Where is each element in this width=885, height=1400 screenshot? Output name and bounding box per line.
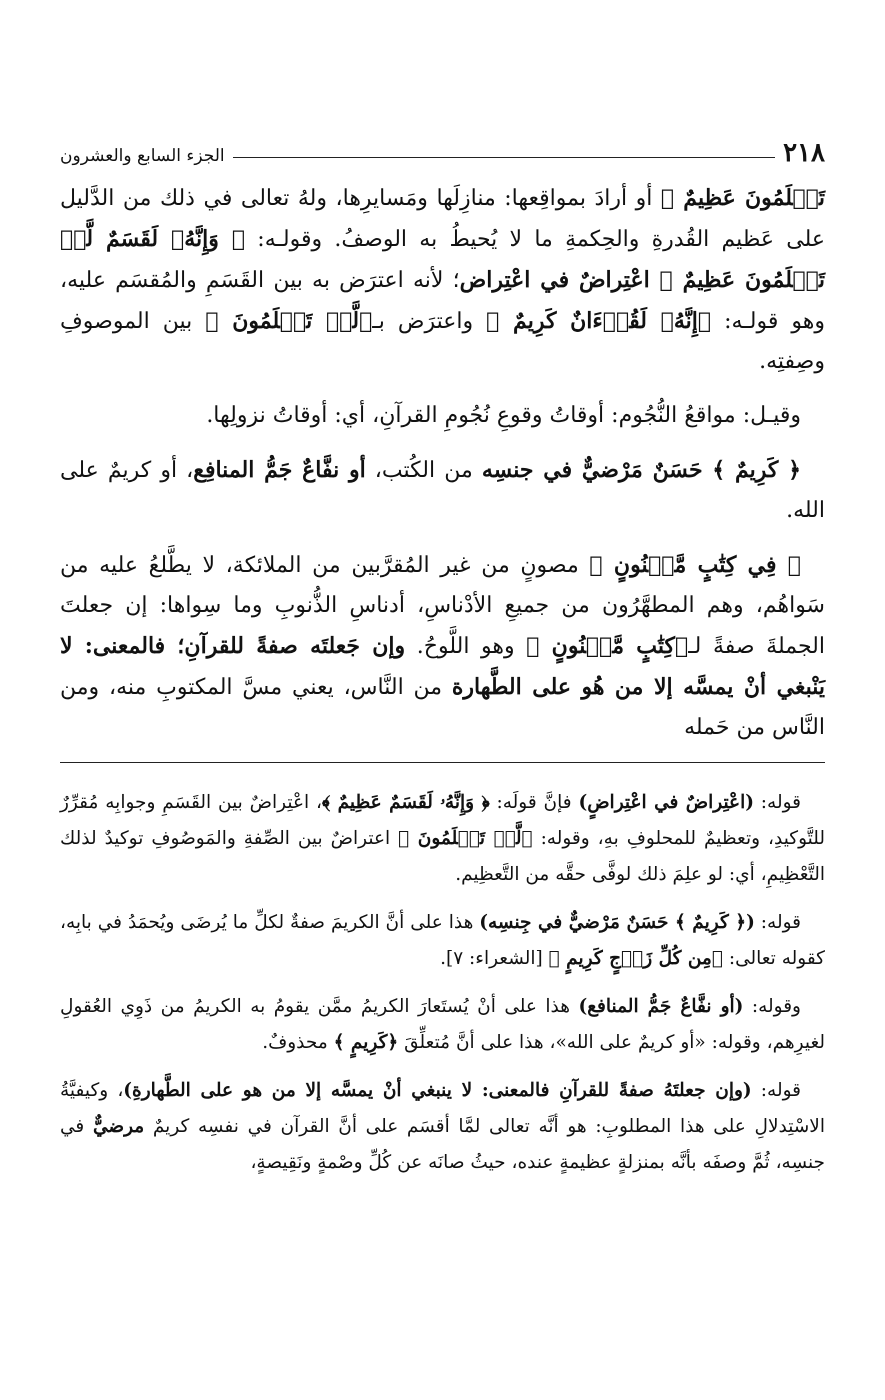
segment: قوله: [753,792,801,813]
segment: بين الموصوفِ وصِفتِه. [60,309,825,374]
segment: من النَّاس، يعني مسَّ المكتوبِ منه، ومن النَّاس من حَمله [60,675,825,740]
segment: (أو نفَّاعٌ جَمُّ المنافع) [578,996,744,1017]
segment: [الشعراء: ٧]. [440,948,549,969]
segment: ﴿كَرِيمٍ ﴾ [333,1032,399,1053]
notes-divider [60,762,825,763]
book-page [60,128,825,1193]
segment: واعترَض بـ [372,309,487,334]
main-text [60,178,825,748]
segment: (وإن جعلتَهُ صفةً للقرآنِ فالمعنى: لا ينبغي أنْ يمسَّه إلا من هو على الطَّهارةِ) [123,1080,752,1101]
segment: فإنَّ قولَه: [489,792,579,813]
note-paragraph [60,1073,825,1181]
segment: ؛ لأنه اعترَض به بين القَسَمِ والمُقسَم عليه، وهو قولـه: [60,268,825,334]
header-rule [233,157,775,158]
segment: ، أو كريمٌ على الله. [60,458,825,523]
segment: ﴿كِتَٰبٍ مَّكۡنُونٍ ﴾ [526,633,689,659]
segment: محذوفٌ. [262,1032,334,1053]
note-paragraph [60,989,825,1061]
segment: اعتراضٌ بين الصِّفةِ والمَوصُوفِ توكيدٌ لذلك التَّعْظِيمِ، أي: لو علِمَ ذلك لوفَّى حقَّه من التَّعظِيم. [60,828,825,885]
segment: مصونٍ من غير المُقرَّبين من الملائكة، لا يطَّلعُ عليه من سَواهُم، وهم المطهَّرُون من جميعِ الأدْناسِ، أدناسِ الذُّنوبِ وما سِواها: إن جعلتَ الجملةَ صفةً لـ [60,553,825,659]
running-header [60,128,825,168]
segment: وهو اللَّوحُ. [405,634,527,659]
commentary-notes [60,785,825,1181]
segment: هذا على أنْ يُستَعارَ الكريمُ ممَّن يقومُ به الكريمُ من ذَوِي العُقولِ لغيرِهم، وقوله: «أو كريمٌ على الله»، هذا على أنَّ مُتعلِّقَ [60,996,825,1053]
segment: ، اعْتِراضٌ بين القَسَمِ وجوابِه مُقرِّرٌ للتَّوكيدِ، وتعظيمٌ للمحلوفِ بهِ، وقوله: [60,792,825,849]
main-paragraph [60,545,825,748]
segment: ﴿مِن كُلِّ زَوۡجٍ كَرِيمٍ ﴾ [548,948,723,969]
segment: قوله: [751,1080,801,1101]
segment: في جنسِه، ثُمَّ وصفَه بأنَّه بمنزلةٍ عظيمةٍ عنده، حيثُ صانَه عن كُلِّ وصْمةٍ ونَقِيصةٍ، [60,1116,825,1173]
segment: (اعْتِراضٌ في اعْتِراضٍ) [578,792,754,813]
page-number: ٢١٨ [783,138,825,168]
segment: ﴿ وَإِنَّهُۥ لَقَسَمٌ عَظِيمٌ ﴾ [321,792,490,813]
segment: ﴿لَّوۡ تَعۡلَمُونَ ﴾ [398,828,533,849]
segment: وقوله: [743,996,801,1017]
segment: (﴿ كَرِيمٌ ﴾ حَسَنٌ مَرْضيٌّ في جِنسِه) [479,912,755,933]
segment: ﴿ وَإِنَّهُۥ لَقَسَمٌ لَّوۡ تَعۡلَمُونَ عَظِيمٌ ﴾ اعْتِراضٌ في اعْتِراض [60,226,825,293]
segment: تَعۡلَمُونَ عَظِيمٌ ﴾ [660,185,826,211]
segment: وقيـل: مواقعُ النُّجُوم: أوقاتُ وقوعِ نُجُومِ القرآنِ، أي: أوقاتُ نزولِها. [206,403,801,428]
note-paragraph [60,785,825,893]
note-paragraph [60,905,825,977]
segment: ﴿ فِي كِتَٰبٍ مَّكۡنُونٍ ﴾ [589,552,801,578]
main-paragraph [60,450,825,531]
segment: وإن جَعلتَه صفةً للقرآنِ؛ فالمعنى: لا يَنْبغي أنْ يمسَّه إلا من هُو على الطَّهارة [60,633,825,700]
segment: ، وكيفيَّةُ الاسْتِدلالِ على هذا المطلوبِ: هو أنَّه تعالى لمَّا أقسَم على أنَّ القرآن في نفسِه كريمٌ [60,1080,825,1137]
segment: من الكُتب، [365,458,482,483]
segment: مرضيٌّ [92,1116,145,1137]
segment: ﴿إِنَّهُۥ لَقُرۡءَانٌ كَرِيمٌ ﴾ [486,308,712,334]
running-title: الجزء السابع والعشرون [60,146,225,166]
segment: أو نفَّاعٌ جَمُّ المنافِع [193,457,366,483]
segment: أو أرادَ بمواقِعها: منازِلَها ومَسايرِها، ولهُ تعالى في ذلك من الدَّليل على عَظيم القُدرةِ والحِكمةِ ما لا يُحيطُ به الوصفُ. وقولـه: [60,186,825,252]
segment: ﴿ كَرِيمٌ ﴾ حَسَنٌ مَرْضيٌّ في جنسِه [481,457,801,483]
segment: قوله: [754,912,801,933]
segment: هذا على أنَّ الكريمَ صفةٌ لكلِّ ما يُرضَى ويُحمَدُ في بابِه، كقوله تعالى: [60,912,825,969]
main-paragraph [60,178,825,382]
segment: ﴿لَّوۡ تَعۡلَمُونَ ﴾ [205,308,373,334]
main-paragraph [60,396,825,436]
